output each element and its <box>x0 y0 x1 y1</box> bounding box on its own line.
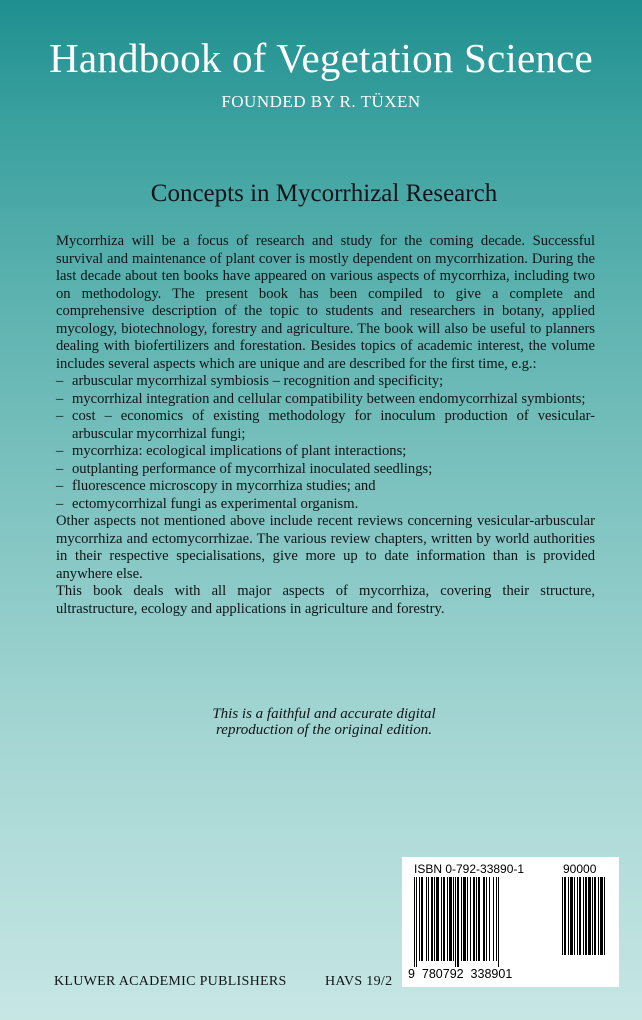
barcode-bar <box>441 877 442 961</box>
barcode-box <box>402 857 619 987</box>
blurb-intro: Mycorrhiza will be a focus of research and study for the coming decade. Successful survival and maintenance of plant cover is mostly dependent on mycorrhization. During the last decade about ten books have appeared on various aspects of mycorrhiza, including two on methodology. The present book has been compiled to give a complete and comprehensive description of the topic to students and researchers in botany, applied mycology, biotechnology, forestry and agriculture. The book will also be useful to planners dealing with biofertilizers and forestation. Besides topics of academic interest, the volume includes several aspects which are unique and are described for the first time, e.g.: <box>56 233 595 372</box>
barcode-bar <box>604 877 605 955</box>
list-dash: – <box>56 443 64 459</box>
list-item <box>56 408 595 443</box>
barcode-bar <box>476 877 477 961</box>
list-item <box>56 478 595 496</box>
list-dash: – <box>56 460 64 477</box>
barcode-bar <box>414 877 415 967</box>
barcode-bar <box>562 877 563 955</box>
ean-digits: 9 780792 338901 <box>408 967 513 981</box>
barcode-bar <box>585 877 587 955</box>
list-dash: – <box>56 408 64 424</box>
list-dash: – <box>56 478 64 494</box>
founded-by: FOUNDED BY R. TÜXEN <box>221 92 421 111</box>
blurb-other-aspects: Other aspects not mentioned above include recent reviews concerning vesicular-arbuscular mycorrhiza and ectomycorrhizae. The various review chapters, written by world authorities in their respective specialisations, give more up to date information than is provided anywhere else. <box>56 513 595 582</box>
list-item <box>56 391 595 409</box>
barcode-bar <box>583 877 584 955</box>
list-item-text: fluorescence microscopy in mycorrhiza studies; and <box>72 478 376 494</box>
barcode-bar <box>436 877 439 961</box>
list-item-text: outplanting performance of mycorrhizal inoculated seedlings; <box>72 460 433 477</box>
barcode-bar <box>489 877 490 961</box>
barcode-bar <box>570 877 573 955</box>
list-dash: – <box>56 495 64 512</box>
barcode-bar <box>483 877 485 961</box>
barcode-bar <box>478 877 480 961</box>
price-barcode <box>562 877 609 957</box>
list-item-text: arbuscular mycorrhizal symbiosis – recognition and specificity; <box>72 373 444 389</box>
list-item-text: mycorrhiza: ecological implications of plant interactions; <box>72 443 407 459</box>
barcode-bar <box>594 877 596 955</box>
barcode-bar <box>493 877 494 961</box>
list-item-text: mycorrhizal integration and cellular compatibility between endomycorrhizal symbionts; <box>72 390 586 407</box>
list-item-text: ectomycorrhizal fungi as experimental organism. <box>72 495 359 512</box>
barcode-bar <box>426 877 427 961</box>
barcode-bar <box>496 877 497 961</box>
price-code: 90000 <box>563 862 597 876</box>
list-item <box>56 373 595 391</box>
list-item <box>56 496 595 514</box>
barcode-bar <box>431 877 433 961</box>
barcode-bar <box>592 877 593 955</box>
barcode-bar <box>568 877 569 955</box>
publisher-name: KLUWER ACADEMIC PUBLISHERS <box>54 974 287 989</box>
barcode-bar <box>461 877 462 961</box>
list-item-text: cost – economics of existing methodology for inoculum production of vesicular-arbuscular mycorrhizal fungi; <box>72 408 595 442</box>
reproduction-note-line2: reproduction of the original edition. <box>216 722 432 738</box>
blurb-closing: This book deals with all major aspects of mycorrhiza, covering their structure, ultrastructure, ecology and applications in agriculture and forestry. <box>56 583 595 617</box>
barcode-bar <box>428 877 429 961</box>
barcode-bar <box>473 877 475 961</box>
barcode-bar <box>486 877 487 961</box>
barcode-bar <box>416 877 417 967</box>
reproduction-note <box>0 706 642 738</box>
barcode-bar <box>467 877 468 961</box>
ean-barcode <box>414 877 556 967</box>
list-item <box>56 443 595 461</box>
blurb <box>56 233 595 618</box>
barcode-bar <box>574 877 575 955</box>
barcode-bar <box>579 877 581 955</box>
barcode-bar <box>453 877 454 961</box>
barcode-bar <box>449 877 452 961</box>
barcode-bar <box>588 877 591 955</box>
barcode-bar <box>577 877 578 955</box>
barcode-bar <box>419 877 420 961</box>
list-dash: – <box>56 390 64 407</box>
series-code: HAVS 19/2 <box>325 974 393 989</box>
barcode-bar <box>457 877 459 967</box>
reproduction-note-line1: This is a faithful and accurate digital <box>212 706 436 722</box>
list-dash: – <box>56 373 64 389</box>
series-title: Handbook of Vegetation Science <box>49 35 593 81</box>
barcode-bar <box>598 877 599 955</box>
barcode-bar <box>434 877 435 961</box>
barcode-bar <box>463 877 466 961</box>
barcode-bar <box>455 877 456 967</box>
barcode-bar <box>564 877 566 955</box>
book-title: Concepts in Mycorrhizal Research <box>150 180 498 207</box>
barcode-bar <box>447 877 448 961</box>
barcode-bar <box>600 877 603 955</box>
barcode-bar <box>421 877 423 961</box>
barcode-bar <box>470 877 471 961</box>
list-item <box>56 461 595 479</box>
topic-list <box>56 373 595 513</box>
isbn-text: ISBN 0-792-33890-1 <box>414 862 525 876</box>
barcode-bar <box>443 877 445 961</box>
barcode-bar <box>498 877 499 967</box>
